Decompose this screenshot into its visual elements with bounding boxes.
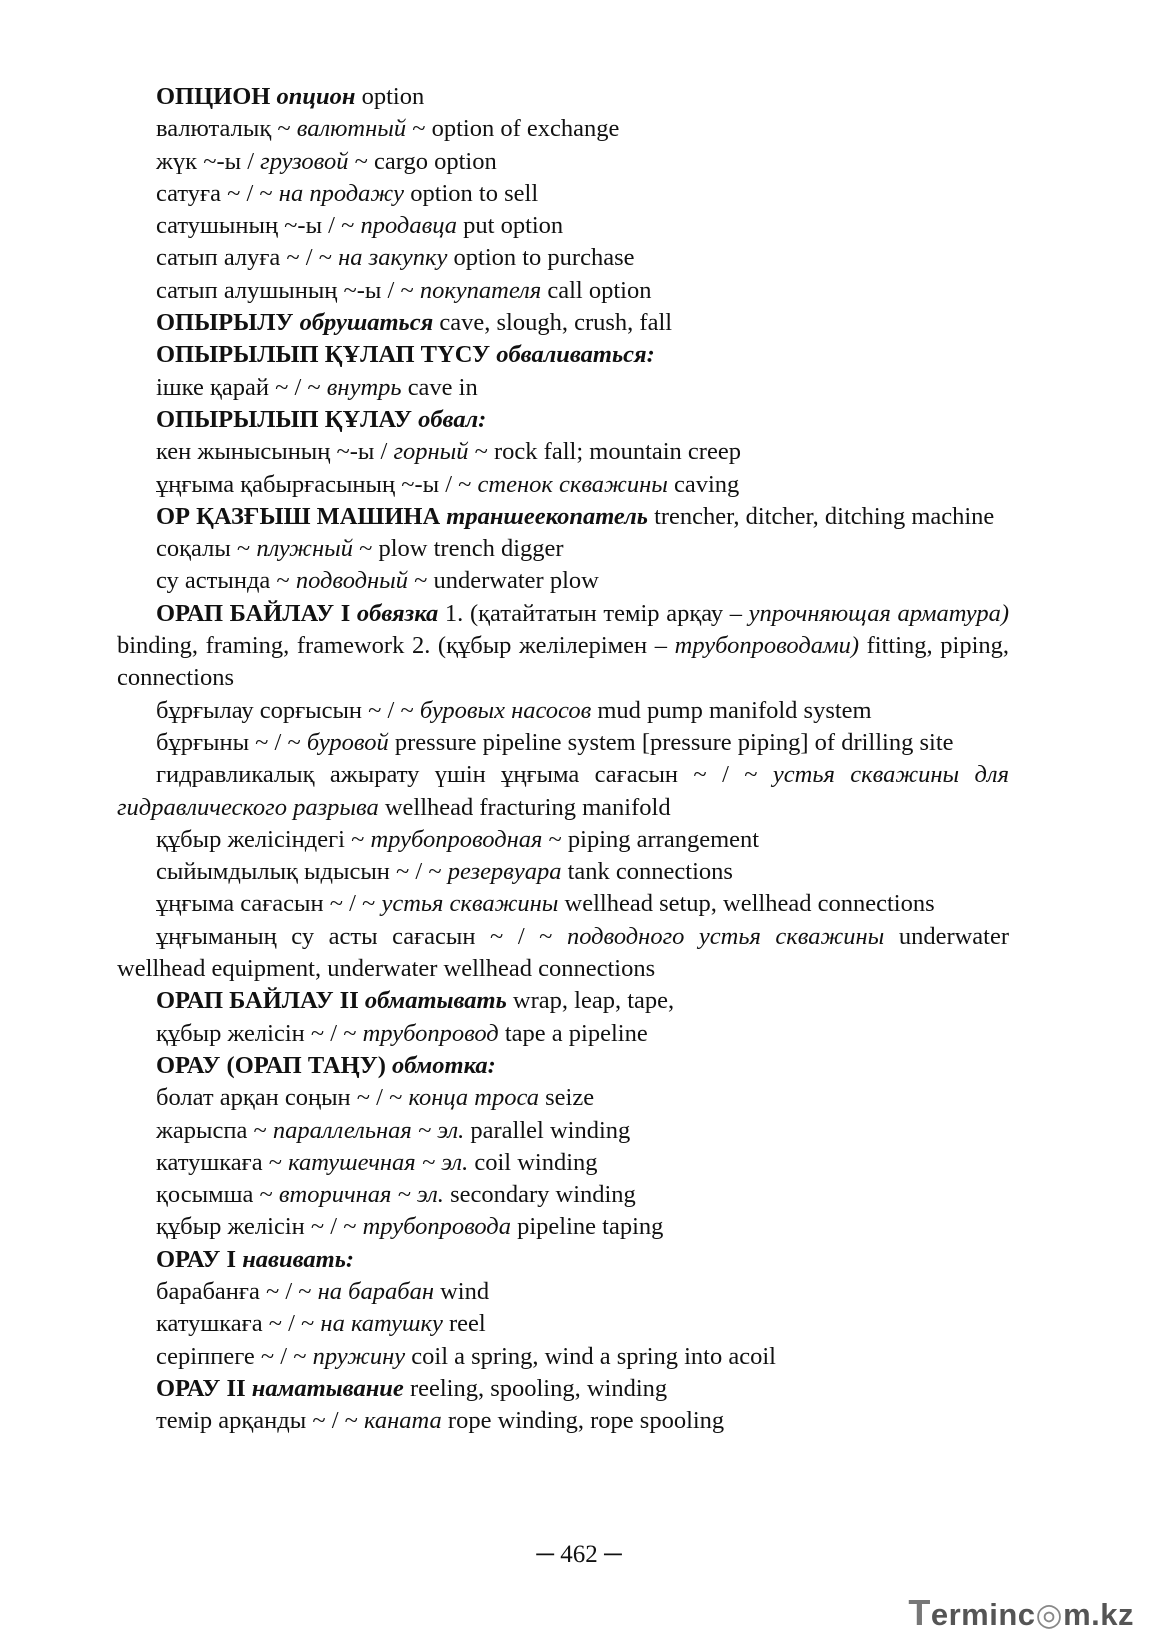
dictionary-entry xyxy=(117,727,1009,759)
entry-text: ~ option of exchange xyxy=(406,115,620,143)
entry-text: option to purchase xyxy=(447,244,635,272)
entry-headword: траншеекопатель xyxy=(446,502,648,530)
entry-text: бұрғылау сорғысын ~ / ~ xyxy=(156,696,420,724)
entry-russian-term: вторичная ~ эл. xyxy=(278,1181,444,1209)
dictionary-entry xyxy=(117,888,1009,920)
entry-russian-term: трубопроводная xyxy=(370,825,543,853)
entry-headword: обвал: xyxy=(418,405,487,433)
dictionary-entry xyxy=(117,1211,1009,1243)
dictionary-entry xyxy=(117,1405,1009,1437)
entry-text: ұңғыманың су асты сағасын ~ / ~ xyxy=(156,922,567,950)
entry-text: option xyxy=(355,83,425,110)
entry-russian-term: трубопровода xyxy=(362,1213,511,1241)
entry-russian-term: грузовой xyxy=(260,147,349,175)
dictionary-entry xyxy=(117,824,1009,856)
dictionary-entry xyxy=(117,921,1009,986)
dictionary-entry xyxy=(117,695,1009,727)
entry-text: болат арқан соңын ~ / ~ xyxy=(156,1084,409,1112)
entry-text: кен жынысының ~-ы / xyxy=(156,438,394,466)
entry-russian-term: стенок скважины xyxy=(477,470,668,498)
dictionary-entry xyxy=(117,1276,1009,1308)
entry-text: underwater wellhead equipment, underwater wellhead connections xyxy=(117,922,1010,983)
entry-russian-term: на барабан xyxy=(317,1277,434,1305)
entry-russian-term: резервуара xyxy=(447,858,562,886)
entry-text: seize xyxy=(539,1084,595,1112)
entry-russian-term: трубопровод xyxy=(362,1019,499,1047)
entry-russian-term: трубопроводами) xyxy=(674,632,860,660)
dictionary-entry xyxy=(117,1050,1009,1082)
entry-text: барабанға ~ / ~ xyxy=(156,1277,318,1305)
entry-text: reeling, spooling, winding xyxy=(403,1374,668,1402)
entry-text: катушкаға ~ / ~ xyxy=(156,1310,321,1338)
dictionary-entry xyxy=(117,113,1009,145)
entry-russian-term: продавца xyxy=(360,212,458,240)
entry-text: cave, slough, crush, fall xyxy=(433,309,673,337)
entry-text: соқалы ~ xyxy=(156,535,257,563)
entry-text: trencher, ditcher, ditching machine xyxy=(647,502,995,530)
dictionary-entry xyxy=(117,178,1009,210)
dictionary-entry xyxy=(117,436,1009,468)
dictionary-entry xyxy=(117,1082,1009,1114)
entry-text: wellhead setup, wellhead connections xyxy=(558,890,935,918)
entry-text: құбыр желісіндегі ~ xyxy=(156,825,371,853)
entry-text: tape a pipeline xyxy=(498,1019,648,1047)
entry-headword: ОПЫРЫЛЫП ҚҰЛАУ xyxy=(156,405,419,433)
entry-russian-term: упрочняющая арматура) xyxy=(748,599,1010,627)
entry-text: құбыр желісін ~ / ~ xyxy=(156,1213,363,1241)
entry-headword: ОРАУ II xyxy=(156,1374,252,1402)
entry-russian-term: горный xyxy=(393,438,469,466)
entry-text: ~ underwater plow xyxy=(408,567,599,595)
entry-headword: ОРАУ (ОРАП ТАҢУ) xyxy=(156,1051,392,1079)
dictionary-entry xyxy=(117,1115,1009,1147)
entry-headword: ОРАУ I xyxy=(156,1245,243,1273)
entry-russian-term: буровых насосов xyxy=(419,696,592,724)
entry-headword: обваливаться: xyxy=(496,341,655,369)
dictionary-entries xyxy=(117,81,1009,1437)
entry-text: fitting, piping, connections xyxy=(117,632,1009,692)
dictionary-entry xyxy=(117,1179,1009,1211)
entry-text: сатушының ~-ы / ~ xyxy=(156,212,361,240)
entry-text: pipeline taping xyxy=(510,1213,664,1241)
entry-text: cave in xyxy=(401,373,478,401)
entry-text: гидравликалық ажырату үшін ұңғыма сағасын ~ / ~ xyxy=(156,761,773,789)
entry-headword: наматывание xyxy=(251,1374,404,1402)
entry-text: secondary winding xyxy=(443,1181,636,1209)
dictionary-entry xyxy=(117,307,1009,339)
entry-text: ~ plow trench digger xyxy=(352,535,564,563)
dictionary-entry xyxy=(117,1373,1009,1405)
dictionary-entry xyxy=(117,469,1009,501)
entry-text: wrap, leap, tape, xyxy=(506,987,675,1015)
dictionary-entry xyxy=(117,146,1009,178)
entry-text: option to sell xyxy=(404,179,539,207)
site-logo[interactable]: Terminc◎m.kz xyxy=(908,1592,1134,1633)
entry-text: жүк ~-ы / xyxy=(156,147,261,175)
entry-russian-term: устья скважины для гидравлического разрыва xyxy=(117,761,1009,821)
entry-text: сатып алушының ~-ы / ~ xyxy=(156,276,420,304)
dictionary-entry xyxy=(117,1244,1009,1276)
entry-text: coil winding xyxy=(468,1148,598,1176)
entry-text: ішке қарай ~ / ~ xyxy=(156,373,327,401)
entry-russian-term: параллельная ~ эл. xyxy=(272,1116,465,1144)
entry-text: coil a spring, wind a spring into acoil xyxy=(405,1342,776,1370)
entry-russian-term: покупателя xyxy=(419,276,542,304)
entry-headword: опцион xyxy=(276,83,356,110)
dictionary-entry xyxy=(117,242,1009,274)
dictionary-entry xyxy=(117,210,1009,242)
entry-russian-term: катушечная ~ эл. xyxy=(288,1148,469,1176)
dictionary-entry xyxy=(117,275,1009,307)
page-number: ─ 462 ─ xyxy=(536,1541,622,1568)
dictionary-entry xyxy=(117,372,1009,404)
entry-russian-term: внутрь xyxy=(326,373,402,401)
entry-text: wind xyxy=(433,1277,490,1305)
entry-headword: обрушаться xyxy=(299,309,434,337)
entry-text: қосымша ~ xyxy=(156,1181,279,1209)
entry-text: wellhead fracturing manifold xyxy=(378,793,671,821)
entry-headword: навивать: xyxy=(242,1245,355,1273)
entry-russian-term: каната xyxy=(364,1407,442,1435)
entry-russian-term: на катушку xyxy=(320,1310,443,1338)
dictionary-entry xyxy=(117,985,1009,1017)
entry-text: call option xyxy=(541,276,652,304)
entry-text: ~ cargo option xyxy=(348,147,497,175)
dictionary-entry xyxy=(117,856,1009,888)
entry-text: ұңғыма қабырғасының ~-ы / ~ xyxy=(156,470,478,498)
entry-text: ұңғыма сағасын ~ / ~ xyxy=(156,890,382,918)
entry-russian-term: подводный xyxy=(295,567,409,595)
entry-headword: ОПЫРЫЛУ xyxy=(156,309,300,337)
entry-text: валюталық ~ xyxy=(156,115,297,143)
entry-headword: обмотка: xyxy=(391,1051,496,1079)
entry-russian-term: валютный xyxy=(296,115,407,143)
entry-text: катушкаға ~ xyxy=(156,1148,289,1176)
entry-headword: ОРАП БАЙЛАУ I xyxy=(156,599,357,627)
dictionary-entry xyxy=(117,501,1009,533)
entry-text: rope winding, rope spooling xyxy=(441,1407,725,1435)
entry-text: put option xyxy=(457,212,564,240)
dictionary-entry xyxy=(117,598,1009,695)
entry-text: серіппеге ~ / ~ xyxy=(156,1342,313,1370)
entry-text: reel xyxy=(442,1310,486,1338)
entry-headword: ОР ҚАЗҒЫШ МАШИНА xyxy=(156,502,447,530)
entry-text: 1. (қатайтатын темір арқау – xyxy=(438,599,749,627)
entry-text: parallel winding xyxy=(464,1116,631,1144)
entry-text: сатуға ~ / ~ xyxy=(156,179,279,207)
entry-text: сатып алуға ~ / ~ xyxy=(156,244,339,272)
entry-russian-term: буровой xyxy=(306,728,389,756)
entry-russian-term: на закупку xyxy=(338,244,448,272)
dictionary-entry xyxy=(117,81,1009,113)
entry-text: жарыспа ~ xyxy=(156,1116,273,1144)
dictionary-entry xyxy=(117,1341,1009,1373)
dictionary-entry xyxy=(117,533,1009,565)
entry-text: ~ piping arrangement xyxy=(542,825,760,853)
entry-russian-term: плужный xyxy=(256,535,353,563)
entry-text: су астында ~ xyxy=(156,567,296,595)
entry-text: сыйымдылық ыдысын ~ / ~ xyxy=(156,858,448,886)
entry-headword: ОРАП БАЙЛАУ II xyxy=(156,987,365,1015)
dictionary-entry xyxy=(117,404,1009,436)
entry-russian-term: устья скважины xyxy=(381,890,559,918)
entry-text: binding, framing, framework 2. (құбыр желілерімен – xyxy=(117,632,675,660)
entry-russian-term: конца троса xyxy=(408,1084,539,1112)
dictionary-entry xyxy=(117,565,1009,597)
entry-text: tank connections xyxy=(561,858,733,886)
entry-text: ~ rock fall; mountain creep xyxy=(468,438,741,466)
dictionary-entry xyxy=(117,1308,1009,1340)
entry-text: бұрғыны ~ / ~ xyxy=(156,728,307,756)
dictionary-entry xyxy=(117,759,1009,824)
entry-russian-term: на продажу xyxy=(278,179,405,207)
entry-text: pressure pipeline system [pressure piping] of drilling site xyxy=(388,728,954,756)
dictionary-entry xyxy=(117,1018,1009,1050)
entry-russian-term: пружину xyxy=(312,1342,406,1370)
entry-headword: ОПЦИОН xyxy=(156,83,277,110)
entry-text: құбыр желісін ~ / ~ xyxy=(156,1019,363,1047)
entry-text: caving xyxy=(667,470,740,498)
entry-headword: обматывать xyxy=(364,987,507,1015)
entry-russian-term: подводного устья скважины xyxy=(566,922,885,950)
entry-text: темір арқанды ~ / ~ xyxy=(156,1407,365,1435)
entry-headword: ОПЫРЫЛЫП ҚҰЛАП ТҮСУ xyxy=(156,341,497,369)
entry-text: mud pump manifold system xyxy=(591,696,872,724)
dictionary-entry xyxy=(117,339,1009,371)
dictionary-entry xyxy=(117,1147,1009,1179)
entry-headword: обвязка xyxy=(356,599,439,627)
